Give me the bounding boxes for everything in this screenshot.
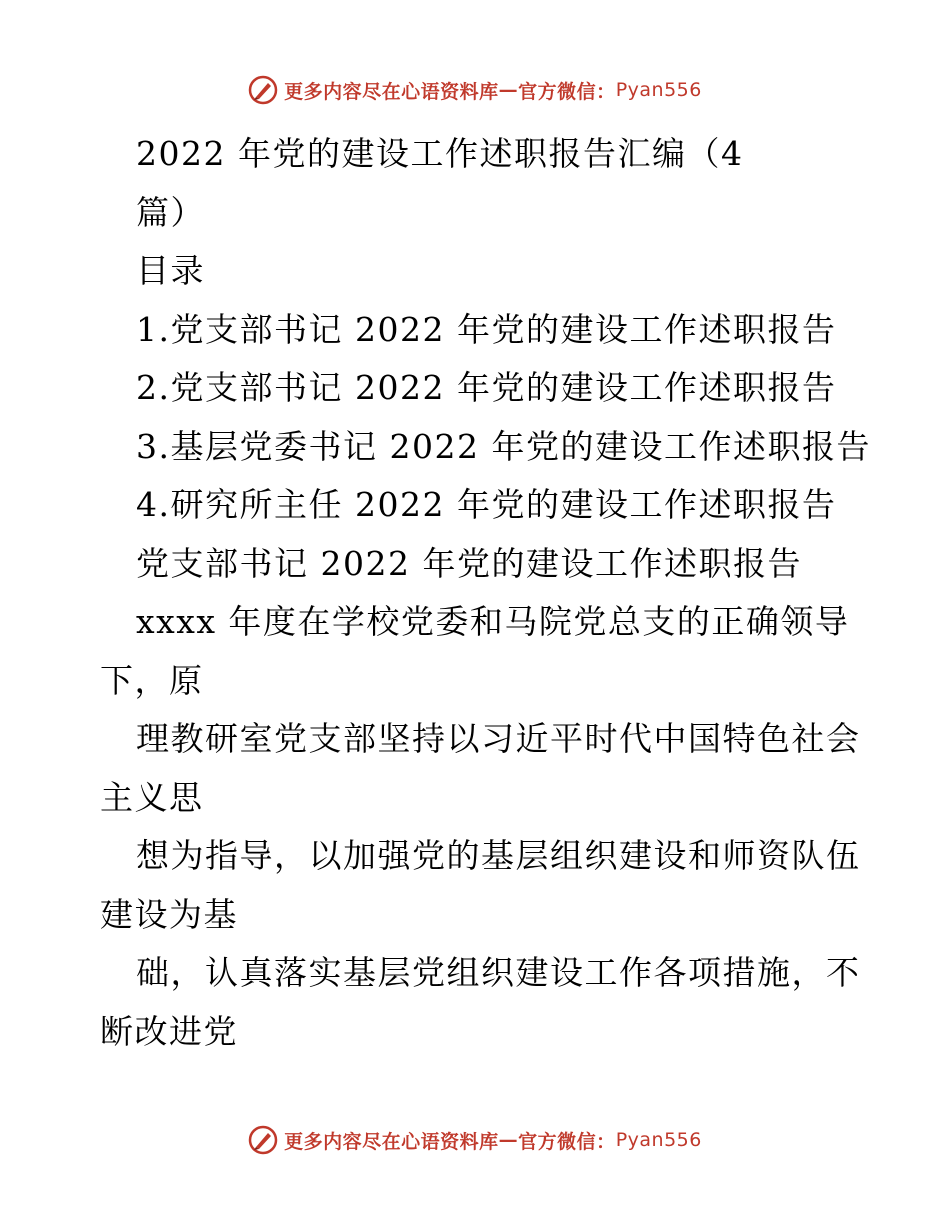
doc-line: 2022 年党的建设工作述职报告汇编（4 [136, 134, 744, 173]
doc-line: 断改进党 [100, 1011, 238, 1051]
header-banner [0, 70, 950, 110]
banner-wechat-id: Pyan556 [615, 1129, 702, 1151]
footer-banner [0, 1120, 950, 1160]
section-title: 党支部书记 2022 年党的建设工作述职报告 [136, 543, 802, 583]
banner-dash: — [498, 1129, 519, 1151]
toc-item: 2.党支部书记 2022 年党的建设工作述职报告 [136, 368, 837, 407]
doc-line: 篇） [136, 192, 205, 232]
banner-main-text: 更多内容尽在心语资料库 [284, 1130, 499, 1153]
toc-item: 4.研究所主任 2022 年党的建设工作述职报告 [136, 485, 837, 524]
document-body [100, 125, 900, 1061]
banner-dash: — [498, 79, 519, 101]
banner-wechat-label: 官方微信： [518, 1130, 616, 1153]
doc-line: 想为指导，以加强党的基层组织建设和师资队伍 [136, 836, 861, 875]
banner-wechat-id: Pyan556 [615, 79, 702, 101]
pen-logo-icon [248, 1125, 278, 1155]
doc-line: 主义思 [100, 777, 204, 817]
pen-logo-icon [248, 75, 278, 105]
banner-main-text: 更多内容尽在心语资料库 [284, 80, 499, 103]
doc-line: xxxx 年度在学校党委和马院党总支的正确领导 [136, 602, 850, 641]
toc-item: 3.基层党委书记 2022 年党的建设工作述职报告 [136, 426, 871, 466]
toc-item: 1.党支部书记 2022 年党的建设工作述职报告 [136, 309, 837, 349]
doc-line: 下，原 [100, 660, 204, 700]
doc-line: 目录 [136, 251, 205, 290]
banner-wechat-label: 官方微信： [518, 80, 616, 103]
doc-line: 建设为基 [100, 894, 238, 934]
doc-line: 础，认真落实基层党组织建设工作各项措施，不 [136, 953, 861, 992]
doc-line: 理教研室党支部坚持以习近平时代中国特色社会 [136, 719, 861, 758]
